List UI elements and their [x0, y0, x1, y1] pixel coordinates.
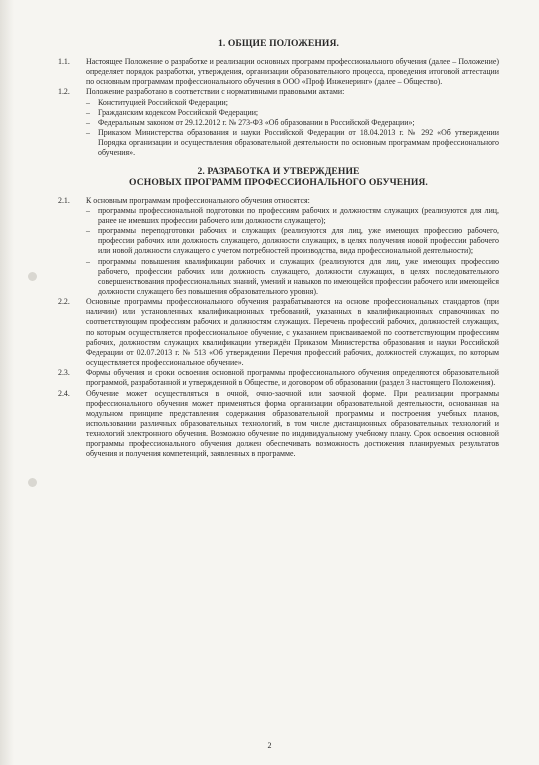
clause-item	[58, 196, 499, 298]
clause-item	[58, 57, 499, 87]
clause-body	[86, 196, 499, 298]
dash-bullet-icon: –	[86, 107, 90, 117]
punch-hole-mark	[28, 478, 37, 487]
clause-number: 1.1.	[58, 57, 70, 66]
section-2-title	[58, 166, 499, 188]
section-2-items	[58, 196, 499, 460]
clause-item	[58, 297, 499, 368]
clause-body	[86, 368, 499, 388]
clause-number: 2.4.	[58, 388, 70, 398]
clause-number: 2.2.	[58, 297, 70, 307]
dash-bullet-icon: –	[86, 256, 90, 266]
bullet-text: Приказом Министерства образования и науки Российской Федерации от 18.04.2013 г. № 292 «Об утверждении Порядка организации и осуществления образовательной деятельности по основным программам профессионального обучения».	[98, 128, 499, 158]
bullet-text: Конституцией Российской Федерации;	[98, 97, 228, 107]
clause-text: Настоящее Положение о разработке и реализации основных программ профессионального обучения (далее – Положение) определяет порядок разработки, утверждения, организации образовательного процесса, проведения итоговой аттестации по основным программам профессионального обучения в ООО «Проф Инженеринг» (далее – Общество).	[86, 57, 499, 87]
bullet-item	[86, 257, 499, 298]
page-edge-shadow	[0, 0, 14, 765]
bullet-text: Федеральным законом от 29.12.2012 г. № 273-ФЗ «Об образовании в Российской Федерации»;	[98, 117, 415, 127]
bullet-item	[86, 128, 499, 158]
clause-number: 2.3.	[58, 368, 70, 378]
bullet-item	[86, 226, 499, 256]
clause-text: Основные программы профессионального обучения разрабатываются на основе профессиональных стандартов (при наличии) или установленных квалификационных требований, указанных в квалификационных справочниках по соответствующим профессиям рабочих и должностям служащих. Перечень профессий рабочих, должностей служащих, по которым осуществляется профессиональное обучение, с указанием присваиваемой по соответствующим профессиям рабочих, должностям служащих квалификации утверждён Приказом Министерства образования и науки Российской Федерации от 02.07.2013 г. № 513 «Об утверждении Перечня профессий рабочих, должностей служащих, по которым осуществляется профессиональное обучение».	[86, 297, 499, 368]
clause-text: Положение разработано в соответствии с нормативными правовыми актами:	[86, 87, 345, 97]
clause-text: К основным программам профессионального обучения относятся:	[86, 195, 310, 205]
bullet-text: программы переподготовки рабочих и служащих (реализуются для лиц, уже имеющих профессию рабочего, профессии рабочих или должность служащего, должности служащих, в целях получения новой профессии рабочего или новой должности служащего с учетом потребностей производства, вида профессиональной деятельности);	[98, 226, 499, 256]
clause-number: 2.1.	[58, 195, 70, 205]
clause-item	[58, 389, 499, 460]
clause-text: Обучение может осуществляться в очной, очно-заочной или заочной форме. При реализации программы профессионального обучения может применяться форма организации образовательной деятельности, основанная на модульном принципе представления содержания образовательной программы и построения учебных планов, использовании различных образовательных технологий, в том числе дистанционных образовательных технологий и технологий электронного обучения. Возможно обучение по индивидуальному учебному плану. Срок освоения основной программы профессионального обучения должен обеспечивать возможность достижения планируемых результатов обучения и получения компетенций, заявленных в программе.	[86, 388, 499, 459]
dash-bullet-icon: –	[86, 97, 90, 107]
punch-hole-mark	[28, 272, 37, 281]
clause-body	[86, 389, 499, 460]
section-2-title-line-2: ОСНОВЫХ ПРОГРАММ ПРОФЕССИОНАЛЬНОГО ОБУЧЕНИЯ.	[129, 176, 428, 188]
bullet-item	[86, 206, 499, 226]
bullet-item	[86, 118, 499, 128]
page-number: 2	[267, 741, 272, 750]
clause-body	[86, 297, 499, 368]
clause-text: Формы обучения и сроки освоения основной программы профессионального обучения определяются образовательной программой, разработанной и утвержденной в Обществе, и договором об образовании (раздел 3 настоящего Положения).	[86, 368, 499, 388]
bullet-text: программы повышения квалификации рабочих и служащих (реализуются для лиц, уже имеющих профессию рабочего, профессии рабочих или должность служащего, должности служащих, в целях последовательного совершенствования профессиональных знаний, умений и навыков по имеющейся профессии рабочего или имеющейся должности служащего без повышения образовательного уровня).	[98, 256, 499, 296]
section-2-title-line-1: 2. РАЗРАБОТКА И УТВЕРЖДЕНИЕ	[197, 165, 360, 177]
bullet-text: программы профессиональной подготовки по профессиям рабочих и должностям служащих (реализуются для лиц, ранее не имевших профессии рабочего или должности служащего);	[98, 205, 499, 225]
bullet-text: Гражданским кодексом Российской Федерации;	[98, 107, 259, 117]
bullet-item	[86, 98, 499, 108]
clause-item	[58, 368, 499, 388]
section-1-title: 1. ОБЩИЕ ПОЛОЖЕНИЯ.	[217, 38, 340, 49]
section-1-items	[58, 57, 499, 159]
clause-number: 1.2.	[58, 87, 70, 97]
bullet-item	[86, 108, 499, 118]
dash-bullet-icon: –	[86, 117, 90, 127]
clause-item	[58, 87, 499, 158]
dash-bullet-icon: –	[86, 226, 90, 236]
clause-body	[86, 57, 499, 87]
clause-body	[86, 87, 499, 158]
dash-bullet-icon: –	[86, 128, 90, 138]
dash-bullet-icon: –	[86, 205, 90, 215]
